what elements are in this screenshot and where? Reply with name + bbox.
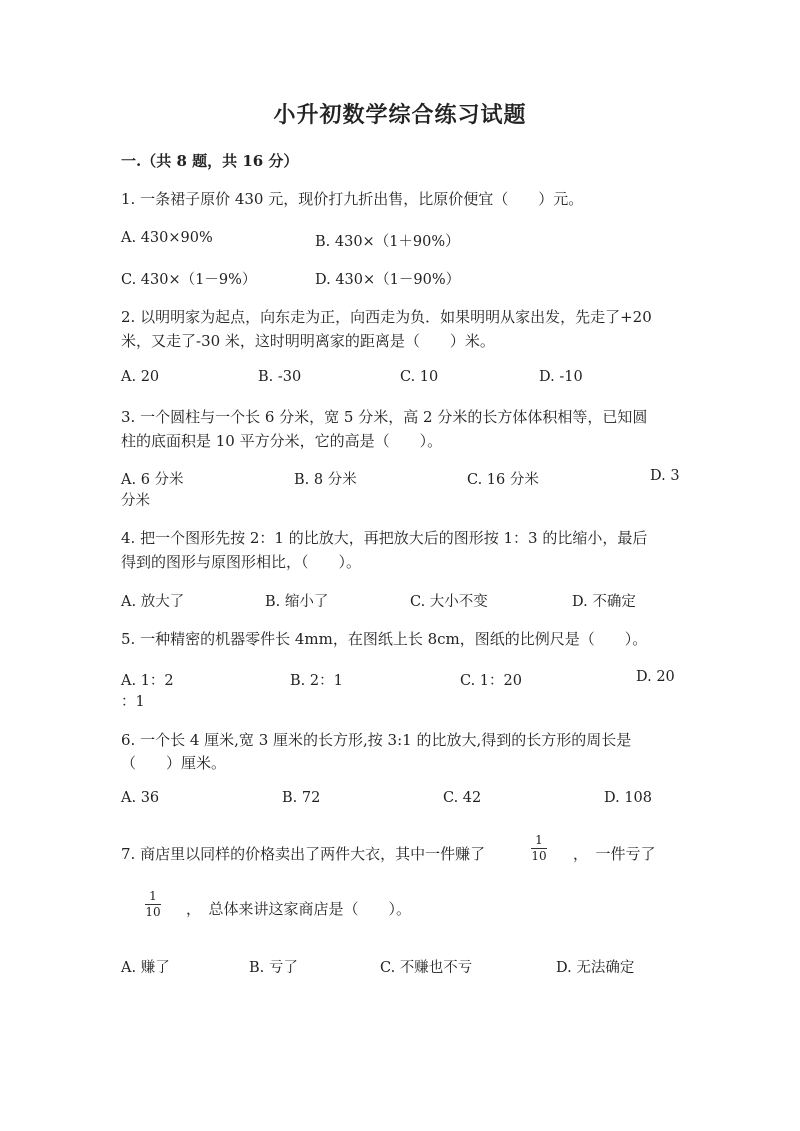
- question-5-text: 5. 一种精密的机器零件长 4mm，在图纸上长 8cm，图纸的比例尺是（ ）。: [121, 630, 648, 648]
- q4-option-a[interactable]: A. 放大了: [121, 594, 185, 610]
- question-3-text-line2: 柱的底面积是 10 平方分米，它的高是（ ）。: [121, 432, 443, 450]
- question-3-text-line1: 3. 一个圆柱与一个长 6 分米，宽 5 分米，高 2 分米的长方体体积相等，已知圆: [121, 408, 648, 426]
- q1-option-a[interactable]: A. 430×90%: [121, 230, 213, 246]
- q1-option-c[interactable]: C. 430×（1－9%）: [121, 272, 257, 288]
- fraction-one-tenth-2: [145, 890, 161, 919]
- q1-option-d[interactable]: D. 430×（1－90%）: [315, 272, 461, 288]
- q4-option-b[interactable]: B. 缩小了: [265, 594, 329, 610]
- q2-option-a[interactable]: A. 20: [121, 369, 160, 385]
- fraction-numerator: 1: [149, 889, 157, 903]
- question-2-text-line1: 2. 以明明家为起点，向东走为正，向西走为负．如果明明从家出发，先走了+20: [121, 308, 652, 326]
- fraction-denominator: 10: [531, 849, 547, 863]
- question-6-text-line1: 6. 一个长 4 厘米,宽 3 厘米的长方形,按 3:1 的比放大,得到的长方形的周长是: [121, 731, 632, 749]
- fraction-numerator: 1: [535, 833, 543, 847]
- q6-option-c[interactable]: C. 42: [443, 790, 482, 806]
- question-7-text-part3: ， 总体来讲这家商店是（ ）。: [186, 900, 412, 918]
- q7-option-a[interactable]: A. 赚了: [121, 960, 170, 976]
- q6-option-b[interactable]: B. 72: [282, 790, 321, 806]
- q6-option-a[interactable]: A. 36: [121, 790, 160, 806]
- q2-option-d[interactable]: D. -10: [539, 369, 583, 385]
- q5-option-d[interactable]: D. 20: [636, 669, 675, 685]
- question-1-text: 1. 一条裙子原价 430 元，现价打九折出售，比原价便宜（ ）元。: [121, 190, 584, 208]
- question-7-text-part1: 7. 商店里以同样的价格卖出了两件大衣，其中一件赚了: [121, 845, 486, 863]
- q5-option-b[interactable]: B. 2：1: [290, 673, 343, 689]
- question-2-text-line2: 米，又走了-30 米，这时明明离家的距离是（ ）米。: [121, 332, 495, 350]
- section-heading: 一.（共 8 题，共 16 分）: [121, 152, 299, 170]
- fraction-one-tenth-1: [531, 834, 547, 863]
- question-6-text-line2: （ ）厘米。: [121, 754, 227, 772]
- question-4-text-line1: 4. 把一个图形先按 2：1 的比放大，再把放大后的图形按 1：3 的比缩小，最后: [121, 529, 648, 547]
- q5-option-d-continued: ：1: [121, 694, 145, 710]
- q2-option-b[interactable]: B. -30: [258, 369, 302, 385]
- fraction-denominator: 10: [145, 905, 161, 919]
- q7-option-c[interactable]: C. 不赚也不亏: [380, 960, 473, 976]
- q7-option-b[interactable]: B. 亏了: [249, 960, 298, 976]
- q3-option-b[interactable]: B. 8 分米: [294, 472, 357, 488]
- q5-option-a[interactable]: A. 1：2: [121, 673, 174, 689]
- q3-option-d[interactable]: D. 3: [650, 468, 680, 484]
- q6-option-d[interactable]: D. 108: [604, 790, 653, 806]
- question-7-text-part2: ， 一件亏了: [573, 845, 656, 863]
- q4-option-c[interactable]: C. 大小不变: [410, 594, 488, 610]
- page-title: 小升初数学综合练习试题: [273, 102, 527, 128]
- q2-option-c[interactable]: C. 10: [400, 369, 439, 385]
- q4-option-d[interactable]: D. 不确定: [572, 594, 636, 610]
- q5-option-c[interactable]: C. 1：20: [460, 673, 522, 689]
- q3-option-d-continued: 分米: [121, 493, 150, 509]
- q3-option-a[interactable]: A. 6 分米: [121, 472, 184, 488]
- q7-option-d[interactable]: D. 无法确定: [556, 960, 635, 976]
- question-4-text-line2: 得到的图形与原图形相比，（ ）。: [121, 553, 362, 571]
- q3-option-c[interactable]: C. 16 分米: [467, 472, 539, 488]
- q1-option-b[interactable]: B. 430×（1＋90%）: [315, 234, 460, 250]
